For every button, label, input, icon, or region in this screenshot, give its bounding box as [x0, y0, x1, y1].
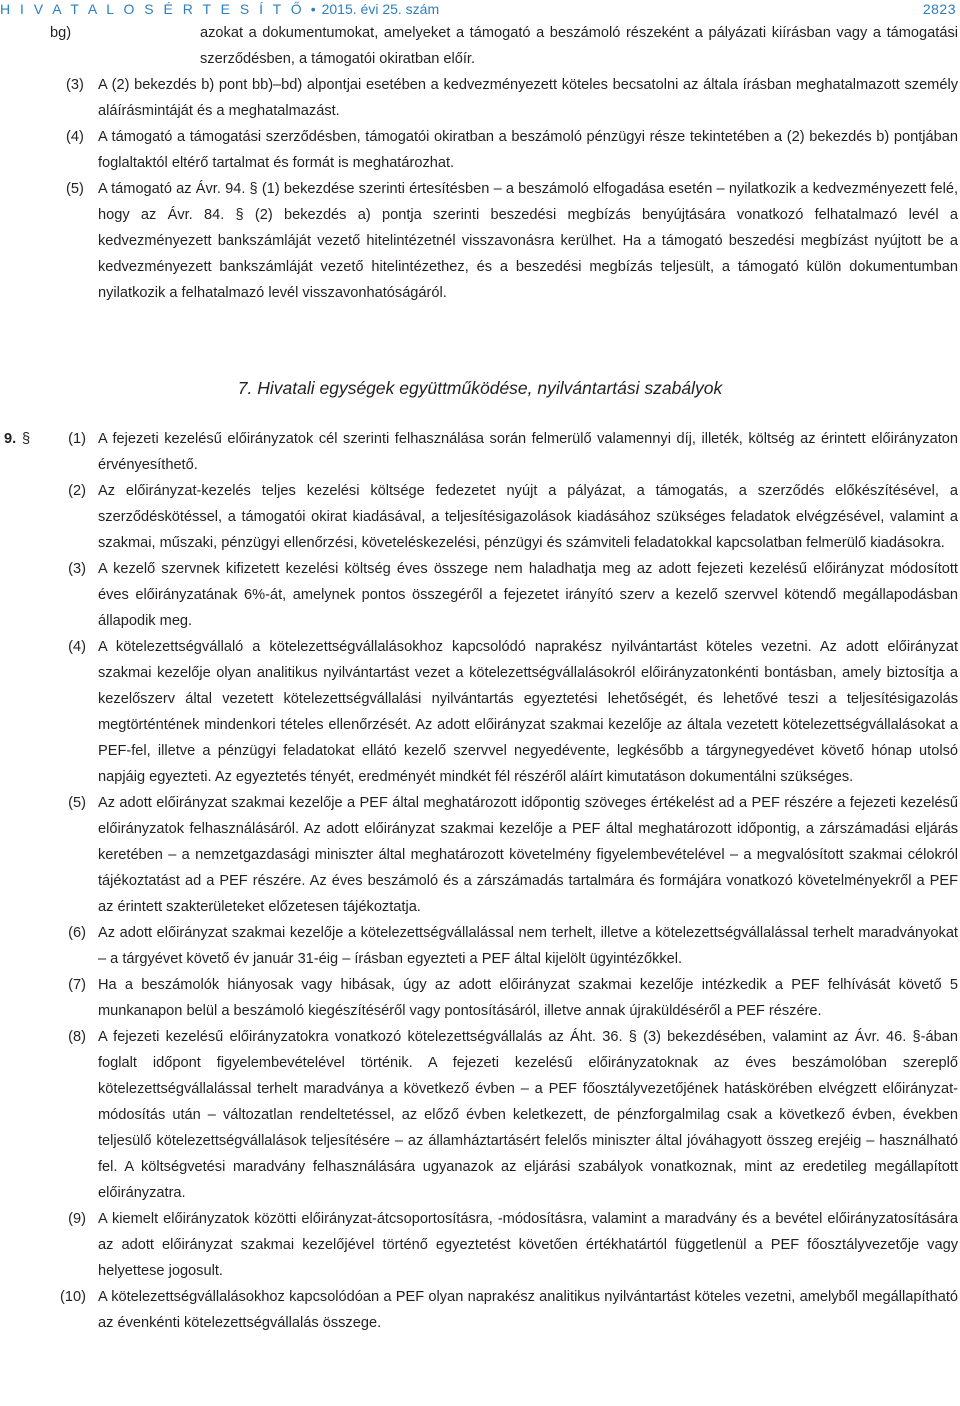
section-paragraph-8	[0, 1024, 960, 1206]
paragraph-number: (6)	[68, 925, 86, 941]
paragraph-number: (1)	[68, 431, 86, 447]
paragraph-number: (9)	[68, 1211, 86, 1227]
paragraph-text: azokat a dokumentumokat, amelyeket a támogató a beszámoló részeként a pályázati kiírásban vagy a támogatási szerződésben, a támogatói okiratban előír.	[200, 25, 958, 67]
paragraph-text: A támogató a támogatási szerződésben, támogatói okiratban a beszámoló pénzügyi része tekintetében a (2) bekezdés b) pontjában foglaltaktól eltérő tartalmat és formát is meghatározhat.	[98, 129, 958, 171]
section-paragraph-7	[0, 972, 960, 1024]
page-header	[0, 0, 960, 22]
paragraph-text: A fejezeti kezelésű előirányzatokra vonatkozó kötelezettségvállalás az Áht. 36. § (3) bekezdésében, valamint az Ávr. 46. §-ában foglalt időpont figyelembevételével történik. A fejezeti kezelésű előirányzatoknak az éves beszámolóban szereplő kötelezettségvállalással terhelt maradványa a következő évben – a PEF főosztályvezetőjének hatáskörében elvégzett előirányzat-módosítás után – változatlan rendeltetéssel, az előző évben keletkezett, de pénzforgalmilag csak a következő évben, években teljesülő kötelezettségvállalások teljesítésére – az államháztartásért felelős miniszter által jóváhagyott összeg erejéig – használható fel. A költségvetési maradvány felhasználására ugyanazok az eljárási szabályok vonatkoznak, mint az eredetileg megállapított előirányzatra.	[98, 1029, 958, 1201]
section-paragraph-3	[0, 556, 960, 634]
paragraph-number: (3)	[68, 561, 86, 577]
section-paragraph-1	[0, 426, 960, 478]
paragraph-number: (4)	[68, 639, 86, 655]
paragraph-number: (7)	[68, 977, 86, 993]
section-heading: 7. Hivatali egységek együttműködése, nyilvántartási szabályok	[237, 378, 723, 398]
paragraph-number: (3)	[66, 77, 84, 93]
paragraph-text: A támogató az Ávr. 94. § (1) bekezdése szerinti értesítésben – a beszámoló elfogadása esetén – nyilatkozik a kedvezményezett felé, hogy az Ávr. 84. § (2) bekezdés a) pontja szerinti beszedési megbízás benyújtására vonatkozó felhatalmazó levél a kedvezményezett bankszámláját vezető hitelintézetnél visszavonásra kerülhet. Ha a támogató beszedési megbízást nyújtott be a kedvezményezett bankszámláját vezető hitelintézethez, és a beszedési megbízás teljesült, a támogató külön dokumentumban nyilatkozik a felhatalmazó levél visszavonhatóságáról.	[98, 181, 958, 301]
paragraph-5	[0, 176, 960, 306]
section-paragraph-10	[0, 1284, 960, 1336]
paragraph-4	[0, 124, 960, 176]
section-paragraph-9	[0, 1206, 960, 1284]
section-9	[0, 426, 960, 1336]
paragraph-number: (4)	[66, 129, 84, 145]
paragraph-text: A fejezeti kezelésű előirányzatok cél szerinti felhasználása során felmerülő valamennyi díj, illeték, költség az érintett előirányzaton érvényesíthető.	[98, 431, 958, 473]
journal-title	[0, 1, 439, 17]
paragraph-3	[0, 72, 960, 124]
section-paragraph-6	[0, 920, 960, 972]
paragraph-number: (10)	[60, 1289, 86, 1305]
top-paragraphs	[0, 20, 960, 306]
journal-name: H I V A T A L O S É R T E S Í T Ő	[0, 1, 305, 17]
issue-label: 2015. évi 25. szám	[321, 1, 440, 17]
paragraph-number: (5)	[68, 795, 86, 811]
section-paragraph-2	[0, 478, 960, 556]
paragraph-number: (5)	[66, 181, 84, 197]
paragraph-text: Az adott előirányzat szakmai kezelője a PEF által meghatározott időpontig szöveges értékelést ad a PEF részére a fejezeti kezelésű előirányzatok felhasználásáról. Az adott előirányzat szakmai kezelője a PEF által meghatározott időpontig, a zárszámadási eljárás keretében – a nemzetgazdasági miniszter által meghatározott követelmény figyelembevételével – a megvalósított szakmai célokról tájékoztatást ad a PEF részére. Az éves beszámoló és a zárszámadás tartalmára és formájára vonatkozó követelményekről a PEF az érintett szakterületeket előzetesen tájékoztatja.	[98, 795, 958, 915]
paragraph-number: (2)	[68, 483, 86, 499]
section-paragraph-4	[0, 634, 960, 790]
paragraph-text: A kötelezettségvállalásokhoz kapcsolódóan a PEF olyan naprakész analitikus nyilvántartást köteles vezetni, amelyből megállapítható az évenkénti kötelezettségvállalás összege.	[98, 1289, 958, 1331]
paragraph-text: A kiemelt előirányzatok közötti előirányzat-átcsoportosításra, -módosításra, valamint a maradvány és a bevétel előirányzatosítására az adott előirányzat szakmai kezelőjével történő egyeztetést követően értékhatártól függetlenül a PEF főosztályvezetője vagy helyettese jogosult.	[98, 1211, 958, 1279]
paragraph-text: Az előirányzat-kezelés teljes kezelési költsége fedezetet nyújt a pályázat, a támogatás, a szerződés előkészítésével, a szerződéskötéssel, a támogatói okirat kiadásával, a teljesítésigazolások kiadásához szükséges feladatok elvégzésével, valamint a szakmai, műszaki, pénzügyi ellenőrzési, követeléskezelési, pénzügyi és számviteli feladatokkal kapcsolatban felmerülő kiadásokra.	[98, 483, 958, 551]
paragraph-bg	[0, 20, 960, 72]
paragraph-text: A kezelő szervnek kifizetett kezelési költség éves összege nem haladhatja meg az adott fejezeti kezelésű előirányzat módosított éves előirányzatának 6%-át, amelynek pontos összegéről a fejezetet irányító szerv a kezelő szervvel kötendő megállapodásban állapodik meg.	[98, 561, 958, 629]
section-number: 9.	[4, 431, 17, 447]
paragraph-number: (8)	[68, 1029, 86, 1045]
section-paragraph-5	[0, 790, 960, 920]
header-separator: •	[310, 1, 316, 17]
page-number: 2823	[922, 1, 956, 17]
paragraph-text: A (2) bekezdés b) pont bb)–bd) alpontjai esetében a kedvezményezett köteles becsatolni az általa írásban meghatalmazott személy aláírásmintáját és a meghatalmazást.	[98, 77, 958, 119]
paragraph-text: Az adott előirányzat szakmai kezelője a kötelezettségvállalással nem terhelt, illetve a kötelezettségvállalással terhelt maradványokat – a tárgyévet követő év január 31-éig – írásban egyezteti a PEF által kijelölt ügyintézőkkel.	[98, 925, 958, 967]
paragraph-text: A kötelezettségvállaló a kötelezettségvállalásokhoz kapcsolódó naprakész nyilvántartást köteles vezetni. Az adott előirányzat szakmai kezelője olyan analitikus nyilvántartást vezet a kötelezettségvállalásokról előirányzatonkénti bontásban, amely biztosítja a kezelőszerv által vezetett kötelezettségvállalási nyilvántartás egyeztetési lehetőségét, és lehetővé teszi a teljesítésigazolás megtörténtének mindenkori tételes ellenőrzését. Az adott előirányzat szakmai kezelője az általa vezetett kötelezettségvállalásokat a PEF-fel, illetve a pénzügyi feladatokat ellátó kezelő szervvel negyedévente, legkésőbb a tárgynegyedévet követő hónap utolsó napjáig egyezteti. Az egyeztetés tényét, eredményét mindkét fél részéről aláírt kimutatáson dokumentálni szükséges.	[98, 639, 958, 785]
section-sign: §	[22, 431, 31, 447]
paragraph-number: bg)	[50, 25, 72, 41]
paragraph-text: Ha a beszámolók hiányosak vagy hibásak, úgy az adott előirányzat szakmai kezelője intézkedik a PEF felhívását követő 5 munkanapon belül a beszámoló kiegészítéséről vagy pontosításáról, illetve annak újraküldéséről a PEF részére.	[98, 977, 958, 1019]
